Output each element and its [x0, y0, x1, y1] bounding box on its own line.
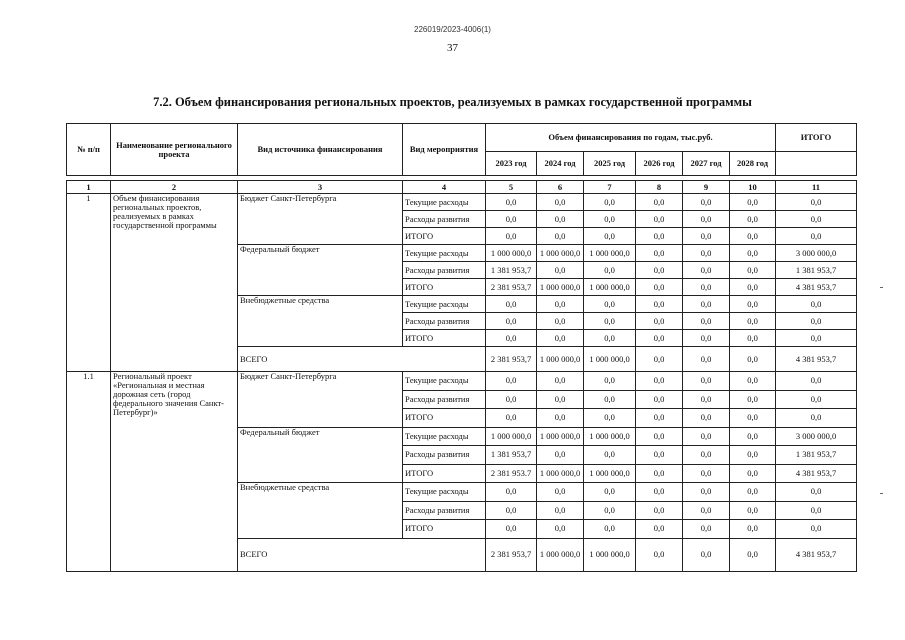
year-value: 0,0	[683, 390, 730, 409]
activity-type: Расходы развития	[403, 390, 486, 409]
year-value: 0,0	[537, 211, 584, 228]
year-value: 0,0	[683, 409, 730, 428]
column-number: 9	[683, 181, 730, 194]
year-value: 0,0	[584, 483, 636, 502]
year-value: 0,0	[730, 262, 776, 279]
year-value: 2 381 953.7	[486, 464, 537, 483]
row-total-value: 0,0	[776, 296, 857, 313]
header-year: 2023 год	[486, 152, 537, 176]
year-value: 0,0	[636, 501, 683, 520]
year-value: 1 000 000,0	[486, 245, 537, 262]
year-value: 0,0	[636, 409, 683, 428]
year-value: 0,0	[537, 296, 584, 313]
year-value: 0,0	[636, 245, 683, 262]
header-funding-group: Объем финансирования по годам, тыс.руб.	[486, 124, 776, 152]
column-number: 2	[111, 181, 238, 194]
row-total-value: 4 381 953,7	[776, 464, 857, 483]
year-value: 0,0	[486, 483, 537, 502]
year-value: 0,0	[636, 427, 683, 446]
year-value: 0,0	[486, 372, 537, 391]
page-number: 37	[447, 42, 458, 54]
funding-source: Федеральный бюджет	[238, 245, 403, 296]
year-value: 0,0	[730, 501, 776, 520]
year-value: 0,0	[683, 501, 730, 520]
year-value: 1 000 000,0	[584, 245, 636, 262]
year-value: 0,0	[636, 520, 683, 539]
year-value: 0,0	[730, 211, 776, 228]
grand-total-value: 2 381 953,7	[486, 538, 537, 571]
year-value: 1 000 000,0	[537, 427, 584, 446]
year-value: 0,0	[683, 245, 730, 262]
year-value: 0,0	[683, 194, 730, 211]
row-total-value: 3 000 000,0	[776, 245, 857, 262]
year-value: 0,0	[584, 313, 636, 330]
year-value: 0,0	[730, 483, 776, 502]
year-value: 0,0	[683, 228, 730, 245]
year-value: 0,0	[584, 372, 636, 391]
activity-type: ИТОГО	[403, 464, 486, 483]
year-value: 0,0	[486, 194, 537, 211]
activity-type: ИТОГО	[403, 228, 486, 245]
column-number: 6	[537, 181, 584, 194]
row-total-value: 1 381 953,7	[776, 446, 857, 465]
year-value: 0,0	[636, 372, 683, 391]
year-value: 0,0	[636, 194, 683, 211]
activity-type: Текущие расходы	[403, 245, 486, 262]
year-value: 0,0	[537, 313, 584, 330]
year-value: 0,0	[584, 194, 636, 211]
activity-type: Расходы развития	[403, 313, 486, 330]
year-value: 0,0	[584, 501, 636, 520]
year-value: 0,0	[730, 194, 776, 211]
year-value: 0,0	[584, 296, 636, 313]
year-value: 0,0	[636, 330, 683, 347]
year-value: 0,0	[730, 313, 776, 330]
year-value: 0,0	[683, 211, 730, 228]
year-value: 0,0	[683, 483, 730, 502]
activity-type: Расходы развития	[403, 446, 486, 465]
year-value: 0,0	[730, 409, 776, 428]
funding-table	[66, 123, 857, 572]
activity-type: Расходы развития	[403, 501, 486, 520]
year-value: 0,0	[584, 211, 636, 228]
year-value: 0,0	[683, 427, 730, 446]
column-number: 10	[730, 181, 776, 194]
year-value: 0,0	[537, 390, 584, 409]
year-value: 0,0	[486, 296, 537, 313]
activity-type: Расходы развития	[403, 262, 486, 279]
header-activity-type: Вид мероприятия	[403, 124, 486, 176]
column-number: 8	[636, 181, 683, 194]
year-value: 0,0	[636, 211, 683, 228]
funding-source: Бюджет Санкт-Петербурга	[238, 372, 403, 428]
year-value: 0,0	[730, 372, 776, 391]
year-value: 1 000 000,0	[486, 427, 537, 446]
year-value: 0,0	[537, 446, 584, 465]
activity-type: Текущие расходы	[403, 296, 486, 313]
header-year: 2026 год	[636, 152, 683, 176]
row-total-value: 0,0	[776, 228, 857, 245]
grand-total-value: 1 000 000,0	[537, 538, 584, 571]
row-total-value: 0,0	[776, 483, 857, 502]
row-total-value: 0,0	[776, 194, 857, 211]
grand-total-value: 2 381 953,7	[486, 347, 537, 372]
year-value: 0,0	[486, 409, 537, 428]
year-value: 0,0	[730, 228, 776, 245]
column-number: 11	[776, 181, 857, 194]
year-value: 0,0	[584, 330, 636, 347]
header-year: 2024 год	[537, 152, 584, 176]
table-body	[67, 194, 857, 572]
row-number: 1	[67, 194, 111, 372]
activity-type: ИТОГО	[403, 520, 486, 539]
year-value: 0,0	[584, 390, 636, 409]
year-value: 0,0	[537, 228, 584, 245]
grand-total-value: 0,0	[730, 347, 776, 372]
table-row	[67, 194, 857, 211]
year-value: 0,0	[584, 446, 636, 465]
column-number: 3	[238, 181, 403, 194]
grand-total-label: ВСЕГО	[238, 538, 486, 571]
year-value: 0,0	[730, 279, 776, 296]
row-total-value: 0,0	[776, 501, 857, 520]
activity-type: ИТОГО	[403, 279, 486, 296]
year-value: 0,0	[486, 228, 537, 245]
row-total-value: 1 381 953,7	[776, 262, 857, 279]
section-title: 7.2. Объем финансирования региональных проектов, реализуемых в рамках государственной программы	[153, 95, 752, 109]
year-value: 0,0	[486, 390, 537, 409]
year-value: 0,0	[683, 446, 730, 465]
year-value: 1 000 000,0	[584, 279, 636, 296]
activity-type: ИТОГО	[403, 330, 486, 347]
year-value: 0,0	[730, 245, 776, 262]
row-total-value: 0,0	[776, 520, 857, 539]
year-value: 0,0	[537, 501, 584, 520]
activity-type: Текущие расходы	[403, 483, 486, 502]
year-value: 0,0	[683, 520, 730, 539]
year-value: 0,0	[730, 464, 776, 483]
grand-total-label: ВСЕГО	[238, 347, 486, 372]
year-value: 0,0	[730, 330, 776, 347]
funding-source: Внебюджетные средства	[238, 483, 403, 539]
row-total-value: 0,0	[776, 390, 857, 409]
row-total-value: 0,0	[776, 313, 857, 330]
row-number: 1.1	[67, 372, 111, 572]
activity-type: Расходы развития	[403, 211, 486, 228]
grand-total-value: 0,0	[683, 538, 730, 571]
header-total: ИТОГО	[776, 124, 857, 152]
year-value: 0,0	[537, 194, 584, 211]
grand-total-value: 1 000 000,0	[584, 538, 636, 571]
year-value: 0,0	[486, 520, 537, 539]
table-row	[67, 372, 857, 391]
project-name: Объем финансирования региональных проектов, реализуемых в рамках государственной программы	[111, 194, 238, 372]
year-value: 0,0	[584, 262, 636, 279]
column-number-row	[67, 181, 857, 194]
year-value: 0,0	[636, 228, 683, 245]
activity-type: Текущие расходы	[403, 372, 486, 391]
year-value: 1 000 000,0	[537, 464, 584, 483]
row-total-value: 4 381 953,7	[776, 279, 857, 296]
activity-type: Текущие расходы	[403, 194, 486, 211]
year-value: 0,0	[486, 330, 537, 347]
table-header	[67, 124, 857, 194]
year-value: 0,0	[537, 520, 584, 539]
funding-source: Бюджет Санкт-Петербурга	[238, 194, 403, 245]
year-value: 0,0	[486, 313, 537, 330]
year-value: 0,0	[636, 296, 683, 313]
row-total-value: 0,0	[776, 330, 857, 347]
year-value: 1 000 000,0	[537, 279, 584, 296]
activity-type: ИТОГО	[403, 409, 486, 428]
year-value: 2 381 953,7	[486, 279, 537, 296]
header-total-spacer	[776, 152, 857, 176]
header-year: 2025 год	[584, 152, 636, 176]
year-value: 0,0	[636, 390, 683, 409]
year-value: 1 000 000,0	[584, 427, 636, 446]
year-value: 0,0	[584, 228, 636, 245]
year-value: 0,0	[636, 464, 683, 483]
year-value: 0,0	[730, 296, 776, 313]
grand-total-value: 0,0	[683, 347, 730, 372]
year-value: 0,0	[584, 520, 636, 539]
margin-mark	[880, 287, 883, 288]
grand-total-value: 0,0	[636, 538, 683, 571]
year-value: 0,0	[636, 446, 683, 465]
grand-total-value: 1 000 000,0	[537, 347, 584, 372]
year-value: 0,0	[636, 262, 683, 279]
year-value: 1 381 953,7	[486, 262, 537, 279]
column-number: 4	[403, 181, 486, 194]
year-value: 0,0	[683, 372, 730, 391]
row-total-value: 3 000 000,0	[776, 427, 857, 446]
year-value: 0,0	[537, 409, 584, 428]
year-value: 0,0	[537, 262, 584, 279]
year-value: 0,0	[537, 483, 584, 502]
activity-type: Текущие расходы	[403, 427, 486, 446]
funding-source: Федеральный бюджет	[238, 427, 403, 483]
column-number: 1	[67, 181, 111, 194]
year-value: 0,0	[537, 330, 584, 347]
year-value: 1 000 000,0	[584, 464, 636, 483]
header-source-type: Вид источника финансирования	[238, 124, 403, 176]
row-total-value: 0,0	[776, 409, 857, 428]
year-value: 0,0	[683, 262, 730, 279]
grand-total-value: 0,0	[730, 538, 776, 571]
grand-total-value: 1 000 000,0	[584, 347, 636, 372]
column-number: 7	[584, 181, 636, 194]
year-value: 0,0	[486, 501, 537, 520]
grand-total-value: 0,0	[636, 347, 683, 372]
year-value: 0,0	[730, 520, 776, 539]
year-value: 0,0	[683, 464, 730, 483]
year-value: 0,0	[636, 313, 683, 330]
document-id: 226019/2023-4006(1)	[414, 25, 491, 34]
margin-mark	[880, 493, 883, 494]
year-value: 0,0	[486, 211, 537, 228]
header-year: 2028 год	[730, 152, 776, 176]
funding-source: Внебюджетные средства	[238, 296, 403, 347]
row-total-value: 0,0	[776, 372, 857, 391]
year-value: 0,0	[584, 409, 636, 428]
year-value: 0,0	[683, 296, 730, 313]
year-value: 0,0	[537, 372, 584, 391]
project-name: Региональный проект «Региональная и местная дорожная сеть (город федерального значения Санкт-Петербург)»	[111, 372, 238, 572]
row-total-value: 0,0	[776, 211, 857, 228]
year-value: 0,0	[730, 427, 776, 446]
grand-total-sum: 4 381 953,7	[776, 538, 857, 571]
year-value: 1 381 953,7	[486, 446, 537, 465]
header-year: 2027 год	[683, 152, 730, 176]
year-value: 0,0	[730, 446, 776, 465]
year-value: 1 000 000,0	[537, 245, 584, 262]
header-number: № п/п	[67, 124, 111, 176]
year-value: 0,0	[730, 390, 776, 409]
year-value: 0,0	[636, 279, 683, 296]
year-value: 0,0	[683, 313, 730, 330]
year-value: 0,0	[636, 483, 683, 502]
year-value: 0,0	[683, 330, 730, 347]
year-value: 0,0	[683, 279, 730, 296]
column-number: 5	[486, 181, 537, 194]
grand-total-sum: 4 381 953,7	[776, 347, 857, 372]
header-project-name: Наименование регионального проекта	[111, 124, 238, 176]
